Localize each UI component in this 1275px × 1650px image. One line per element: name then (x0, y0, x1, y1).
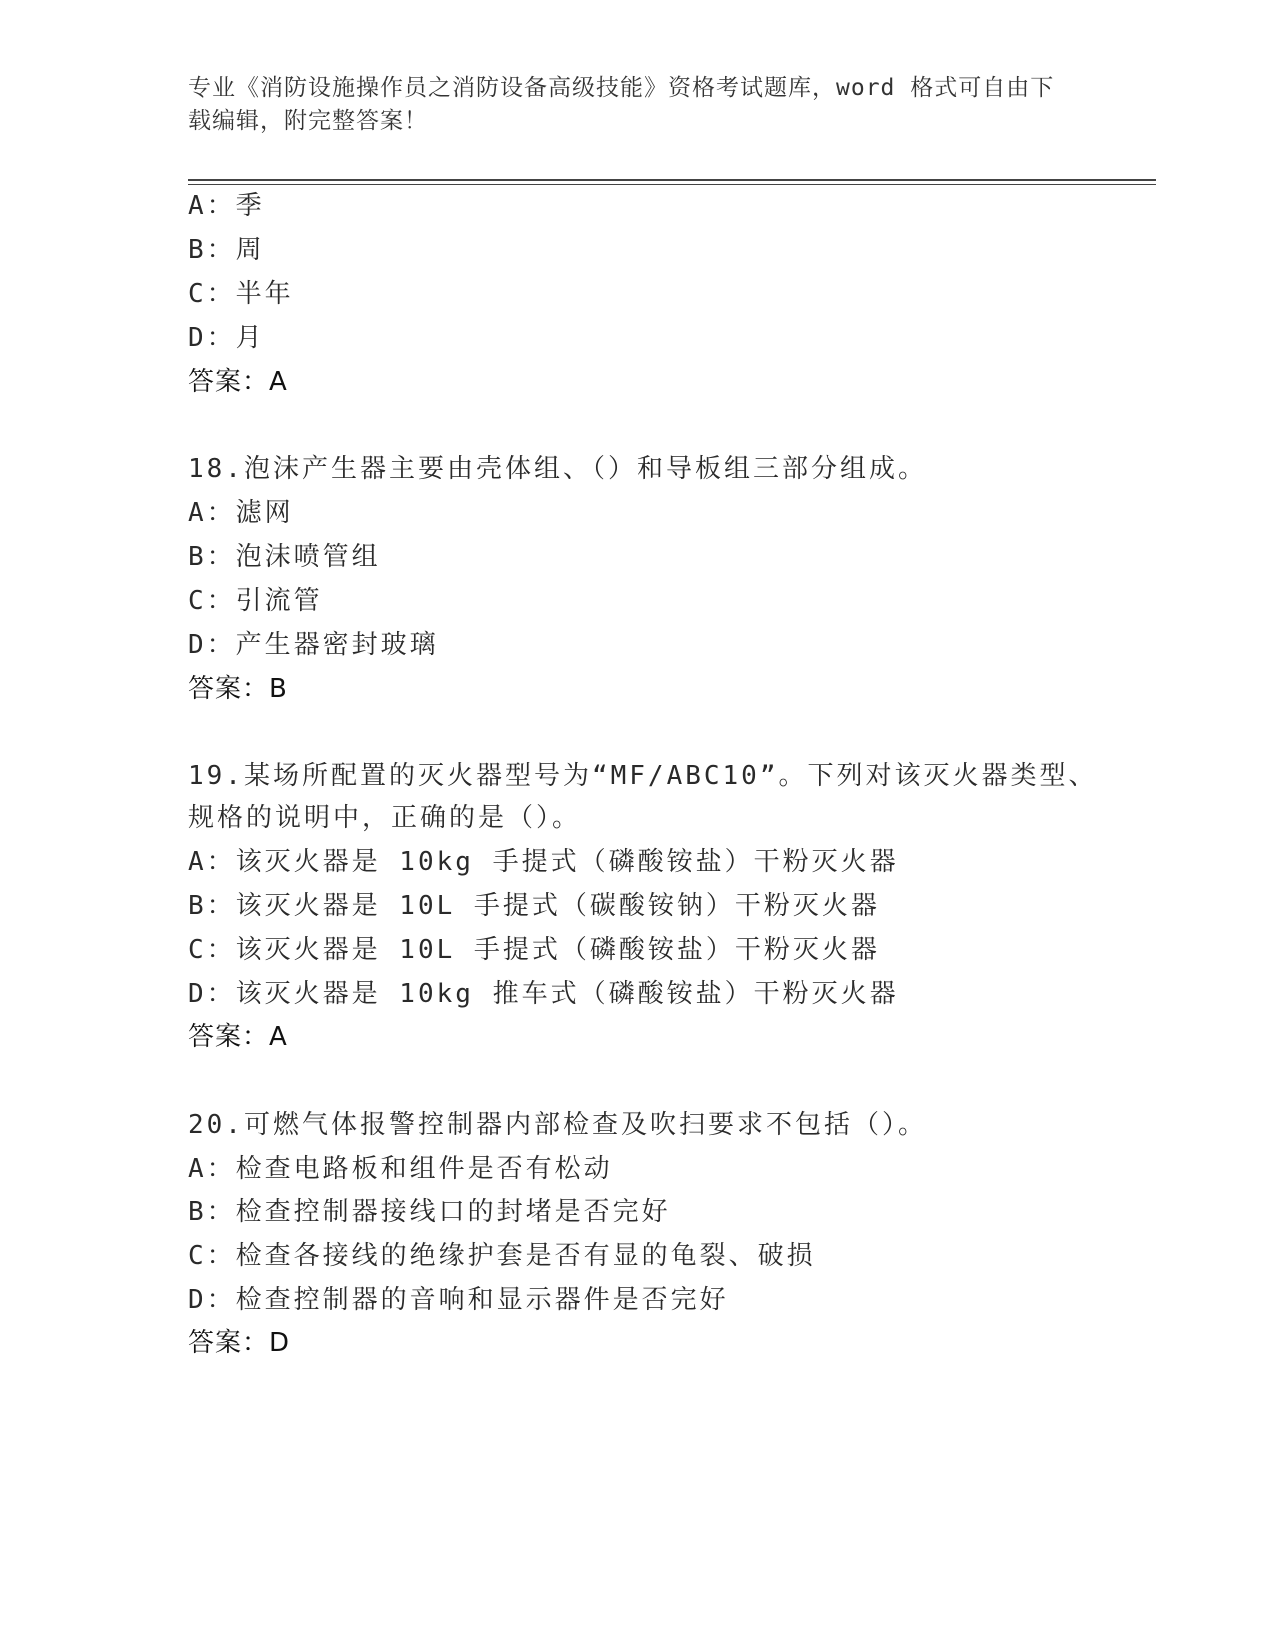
q19-answer: 答案：A (188, 1022, 288, 1052)
q20-option-b: B：检查控制器接线口的封堵是否完好 (188, 1197, 671, 1227)
document-header (188, 72, 1068, 138)
q19-question-line-1: 19.某场所配置的灭火器型号为“MF/ABC10”。下列对该灭火器类型、 (188, 761, 1098, 791)
q19-option-c: C：该灭火器是 10L 手提式（磷酸铵盐）干粉灭火器 (188, 935, 880, 965)
q20-answer: 答案：D (188, 1328, 291, 1358)
q17-option-b: B：周 (188, 235, 265, 265)
q18-option-c: C：引流管 (188, 586, 323, 616)
q17-answer: 答案：A (188, 367, 288, 397)
q17-option-a: A：季 (188, 191, 265, 221)
q19-option-b: B：该灭火器是 10L 手提式（碳酸铵钠）干粉灭火器 (188, 891, 880, 921)
q18-question: 18.泡沫产生器主要由壳体组、（）和导板组三部分组成。 (188, 454, 927, 484)
header-line-2: 载编辑，附完整答案！ (188, 108, 428, 134)
header-divider-thin (188, 184, 1156, 185)
q18-option-d: D：产生器密封玻璃 (188, 630, 439, 660)
q20-option-a: A：检查电路板和组件是否有松动 (188, 1154, 613, 1184)
q19-option-a: A：该灭火器是 10kg 手提式（磷酸铵盐）干粉灭火器 (188, 847, 899, 877)
q20-option-d: D：检查控制器的音响和显示器件是否完好 (188, 1285, 729, 1315)
q20-option-c: C：检查各接线的绝缘护套是否有显的龟裂、破损 (188, 1241, 816, 1271)
q17-option-d: D：月 (188, 323, 265, 353)
header-line-1: 专业《消防设施操作员之消防设备高级技能》资格考试题库，word 格式可自由下 (188, 75, 1055, 101)
q19-question-line-2: 规格的说明中，正确的是（）。 (188, 803, 582, 833)
q18-option-a: A：滤网 (188, 498, 294, 528)
header-divider-thick (188, 179, 1156, 181)
q20-question: 20.可燃气体报警控制器内部检查及吹扫要求不包括（）。 (188, 1110, 927, 1140)
q19-option-d: D：该灭火器是 10kg 推车式（磷酸铵盐）干粉灭火器 (188, 979, 899, 1009)
q18-answer: 答案：B (188, 674, 288, 704)
q17-option-c: C：半年 (188, 279, 294, 309)
q18-option-b: B：泡沫喷管组 (188, 542, 381, 572)
